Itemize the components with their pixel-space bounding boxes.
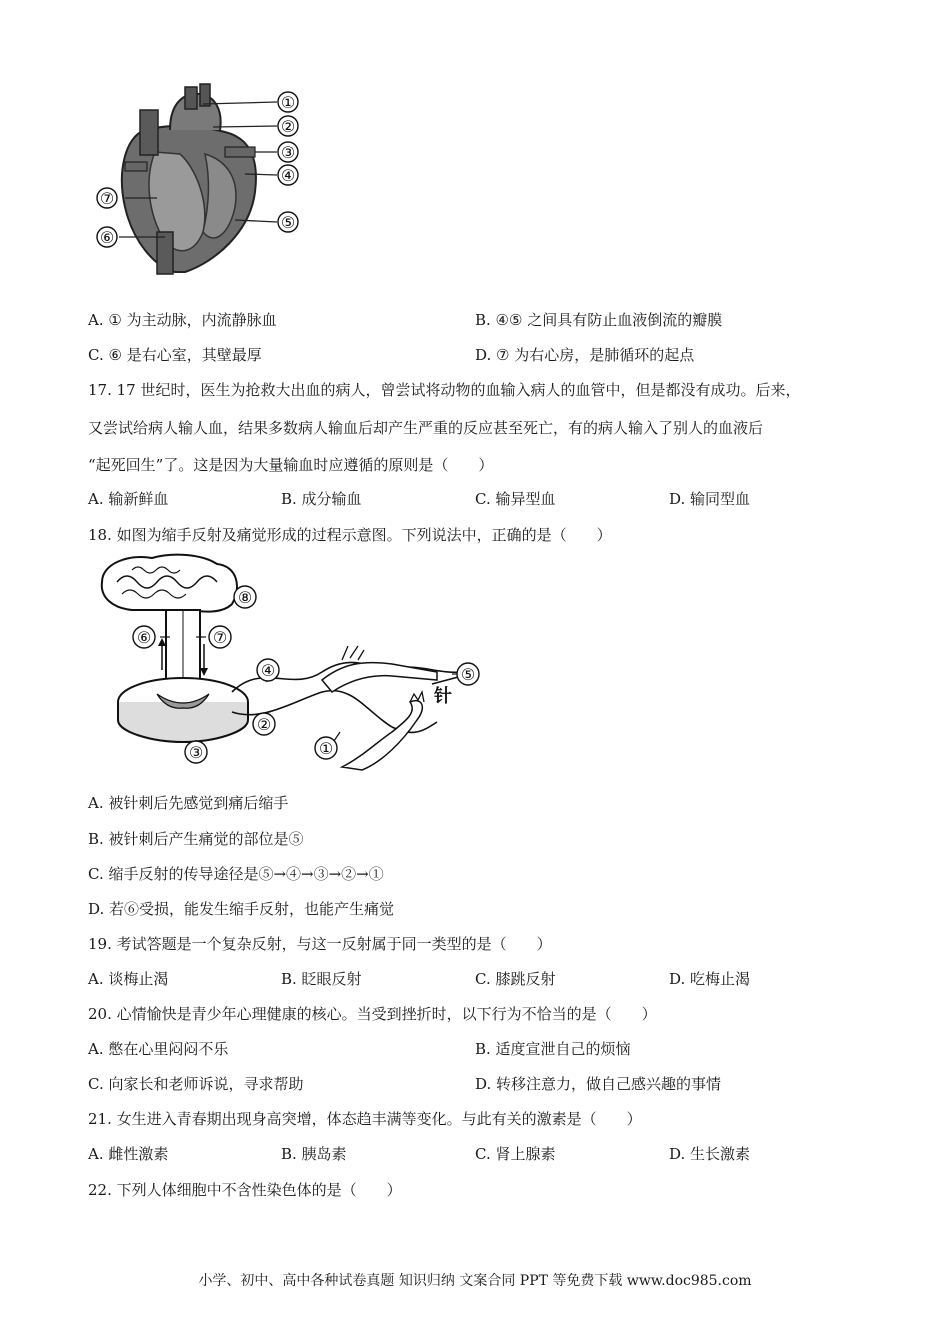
needle-label: 针 xyxy=(434,686,452,707)
q21-option-b: B. 胰岛素 xyxy=(281,1145,347,1163)
q19-option-c: C. 膝跳反射 xyxy=(475,970,556,988)
q19-stem: 19. 考试答题是一个复杂反射，与这一反射属于同一类型的是（ ） xyxy=(88,935,552,953)
reflex-label-6: ⑥ xyxy=(136,628,152,647)
heart-label-6: ⑥ xyxy=(99,228,115,247)
q16-option-a: A. ① 为主动脉，内流静脉血 xyxy=(88,311,277,329)
reflex-label-2: ② xyxy=(256,715,272,734)
q17-stem-line1: 17. 17 世纪时，医生为抢救大出血的病人，曾尝试将动物的血输入病人的血管中，但是都没有成功。后来， xyxy=(88,381,801,399)
heart-label-3: ③ xyxy=(280,143,296,162)
heart-label-4: ④ xyxy=(280,166,296,185)
heart-label-2: ② xyxy=(280,117,296,136)
q20-option-c: C. 向家长和老师诉说，寻求帮助 xyxy=(88,1075,304,1093)
reflex-label-3: ③ xyxy=(188,743,204,762)
reflex-arc-diagram xyxy=(92,552,492,772)
q17-option-d: D. 输同型血 xyxy=(669,490,751,508)
q21-stem: 21. 女生进入青春期出现身高突增，体态趋丰满等变化。与此有关的激素是（ ） xyxy=(88,1110,642,1128)
q20-option-d: D. 转移注意力，做自己感兴趣的事情 xyxy=(475,1075,722,1093)
q19-option-b: B. 眨眼反射 xyxy=(281,970,362,988)
q17-option-c: C. 输异型血 xyxy=(475,490,556,508)
q16-option-d: D. ⑦ 为右心房，是肺循环的起点 xyxy=(475,346,695,364)
heart-diagram xyxy=(85,82,325,278)
reflex-label-7: ⑦ xyxy=(212,628,228,647)
q18-option-a: A. 被针刺后先感觉到痛后缩手 xyxy=(88,794,289,812)
heart-label-5: ⑤ xyxy=(280,213,296,232)
q21-option-a: A. 雌性激素 xyxy=(88,1145,169,1163)
q18-option-c: C. 缩手反射的传导途径是⑤→④→③→②→① xyxy=(88,865,384,883)
reflex-label-4: ④ xyxy=(260,661,276,680)
q18-option-d: D. 若⑥受损，能发生缩手反射，也能产生痛觉 xyxy=(88,900,395,918)
q17-stem-line3: “起死回生”了。这是因为大量输血时应遵循的原则是（ ） xyxy=(88,456,494,474)
reflex-label-8: ⑧ xyxy=(237,588,253,607)
q21-option-d: D. 生长激素 xyxy=(669,1145,751,1163)
q17-option-b: B. 成分输血 xyxy=(281,490,362,508)
q20-option-a: A. 憋在心里闷闷不乐 xyxy=(88,1040,229,1058)
q20-option-b: B. 适度宣泄自己的烦恼 xyxy=(475,1040,631,1058)
q17-option-a: A. 输新鲜血 xyxy=(88,490,169,508)
q20-stem: 20. 心情愉快是青少年心理健康的核心。当受到挫折时，以下行为不恰当的是（ ） xyxy=(88,1005,657,1023)
q16-option-b: B. ④⑤ 之间具有防止血液倒流的瓣膜 xyxy=(475,311,723,329)
heart-label-1: ① xyxy=(280,93,296,112)
q19-option-a: A. 谈梅止渴 xyxy=(88,970,169,988)
reflex-label-1: ① xyxy=(318,739,334,758)
q19-option-d: D. 吃梅止渴 xyxy=(669,970,751,988)
q22-stem: 22. 下列人体细胞中不含性染色体的是（ ） xyxy=(88,1181,402,1199)
page-footer: 小学、初中、高中各种试卷真题 知识归纳 文案合同 PPT 等免费下载 www.doc985.com xyxy=(198,1273,752,1289)
q21-option-c: C. 肾上腺素 xyxy=(475,1145,556,1163)
reflex-label-5: ⑤ xyxy=(460,665,476,684)
q18-option-b: B. 被针刺后产生痛觉的部位是⑤ xyxy=(88,830,304,848)
q16-option-c: C. ⑥ 是右心室，其壁最厚 xyxy=(88,346,262,364)
heart-label-7: ⑦ xyxy=(99,189,115,208)
q18-stem: 18. 如图为缩手反射及痛觉形成的过程示意图。下列说法中，正确的是（ ） xyxy=(88,526,612,544)
q17-stem-line2: 又尝试给病人输人血，结果多数病人输血后却产生严重的反应甚至死亡，有的病人输入了别人的血液后 xyxy=(88,419,764,437)
